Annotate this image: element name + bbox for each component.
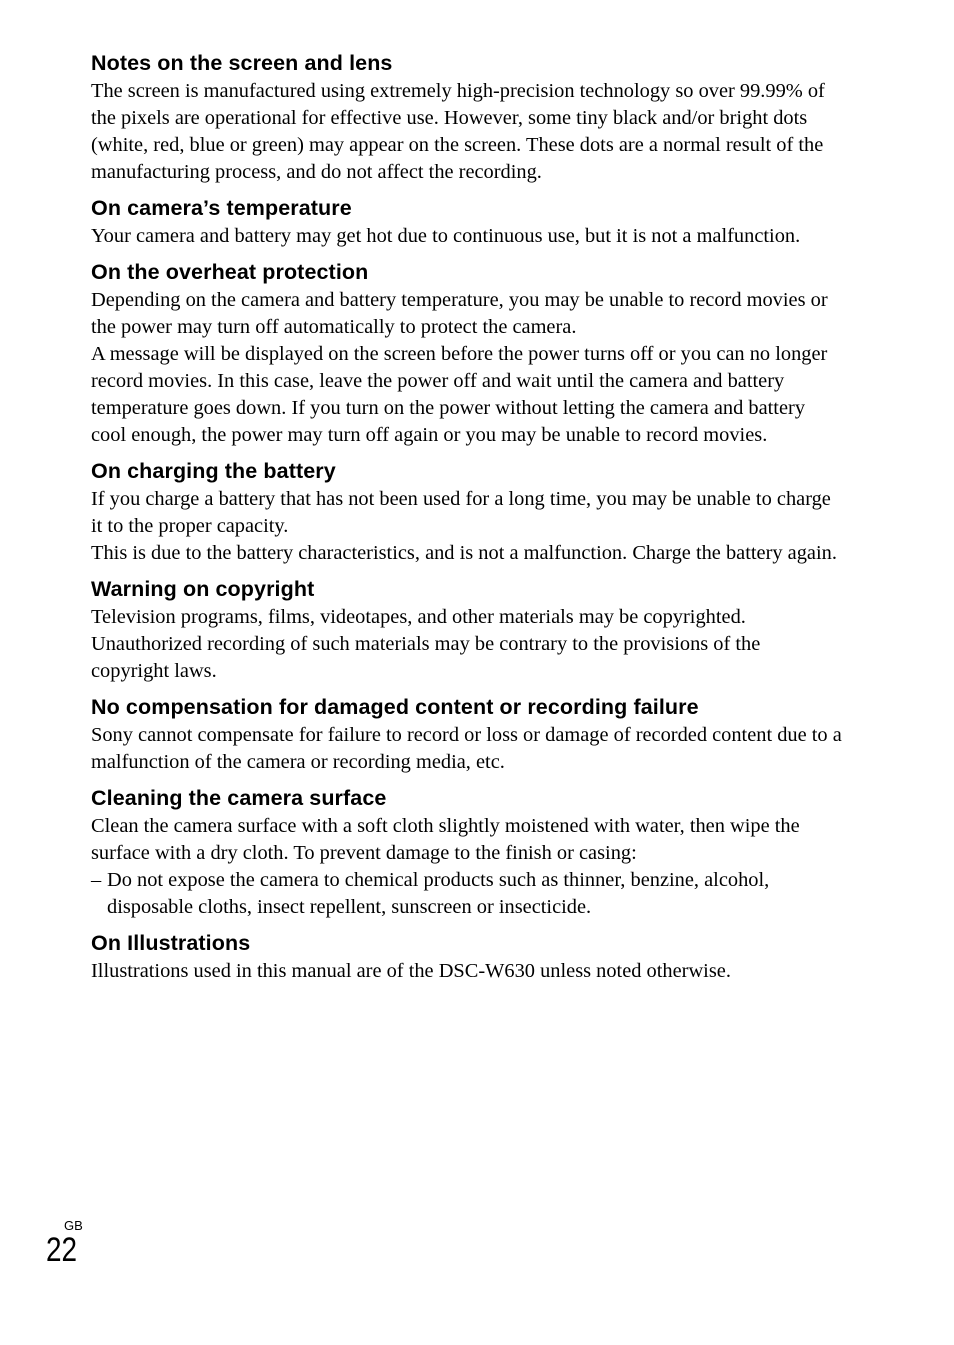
manual-page-content	[91, 48, 843, 985]
section-no-compensation	[91, 692, 843, 776]
list-item	[91, 867, 843, 921]
section-copyright-warning	[91, 574, 843, 685]
section-heading: On camera’s temperature	[91, 196, 352, 220]
section-heading: Warning on copyright	[91, 577, 315, 601]
section-paragraph: Clean the camera surface with a soft cloth slightly moistened with water, then wipe the surface with a dry cloth. To prevent damage to the finish or casing:	[91, 815, 800, 864]
section-paragraph: Sony cannot compensate for failure to record or loss or damage of recorded content due to a malfunction of the camera or recording media, etc.	[91, 724, 842, 773]
section-heading: On charging the battery	[91, 459, 336, 483]
section-paragraph: The screen is manufactured using extremely high-precision technology so over 99.99% of the pixels are operational for effective use. However, some tiny black and/or bright dots (white, red, blue or green) may appear on the screen. These dots are a normal result of the manufacturing process, and do not affect the recording.	[91, 80, 825, 183]
section-illustrations	[91, 928, 843, 985]
section-paragraph: Your camera and battery may get hot due to continuous use, but it is not a malfunction.	[91, 225, 801, 247]
section-overheat-protection	[91, 257, 843, 449]
section-heading: Cleaning the camera surface	[91, 786, 387, 810]
section-heading: Notes on the screen and lens	[91, 51, 393, 75]
section-paragraph: This is due to the battery characteristics, and is not a malfunction. Charge the battery again.	[91, 542, 837, 564]
page-number: 22	[46, 1231, 78, 1269]
section-paragraph: Depending on the camera and battery temperature, you may be unable to record movies or the power may turn off automatically to protect the camera.	[91, 289, 828, 338]
list-item-marker: –	[91, 869, 102, 891]
section-paragraph: A message will be displayed on the screen before the power turns off or you can no longer record movies. In this case, leave the power off and wait until the camera and battery temperature goes down. If you turn on the power without letting the camera and battery cool enough, the power may turn off again or you may be unable to record movies.	[91, 343, 828, 446]
section-heading: On Illustrations	[91, 931, 251, 955]
section-cleaning-surface	[91, 783, 843, 921]
list-item-text: Do not expose the camera to chemical products such as thinner, benzine, alcohol, disposable cloths, insect repellent, sunscreen or insecticide.	[107, 869, 770, 918]
section-paragraph: Illustrations used in this manual are of the DSC-W630 unless noted otherwise.	[91, 960, 731, 982]
section-camera-temperature	[91, 193, 843, 250]
section-heading: No compensation for damaged content or recording failure	[91, 695, 699, 719]
section-screen-and-lens	[91, 48, 843, 186]
section-paragraph: If you charge a battery that has not been used for a long time, you may be unable to charge it to the proper capacity.	[91, 488, 831, 537]
section-heading: On the overheat protection	[91, 260, 369, 284]
page-language-code: GB	[64, 1218, 83, 1233]
section-paragraph: Television programs, films, videotapes, and other materials may be copyrighted. Unauthorized recording of such materials may be contrary to the provisions of the copyright laws.	[91, 606, 761, 682]
section-charging-battery	[91, 456, 843, 567]
